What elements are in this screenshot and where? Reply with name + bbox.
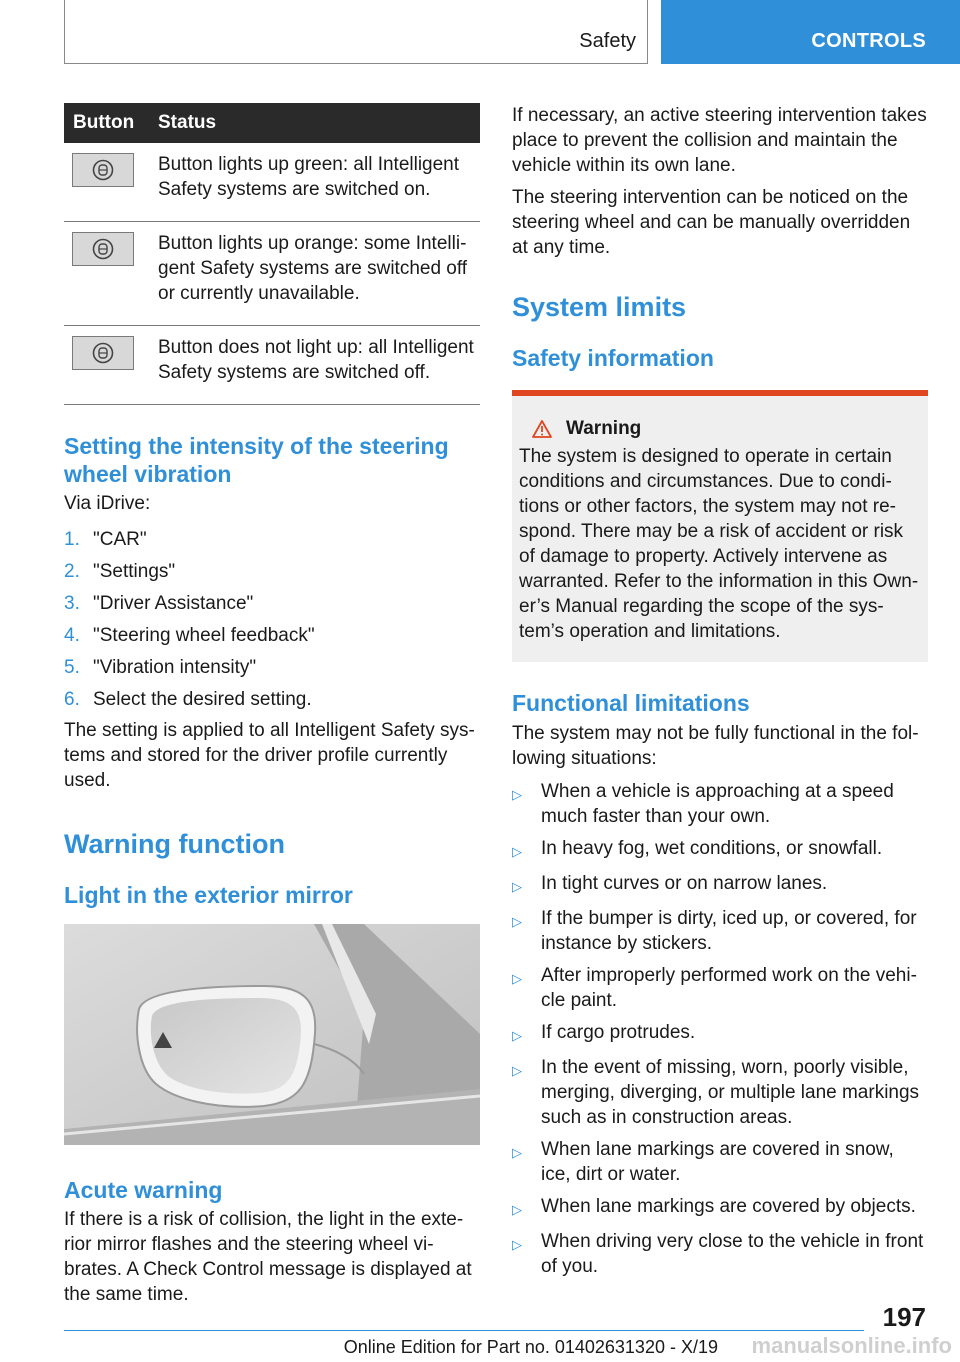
triangle-bullet-icon: ▷ <box>512 879 522 894</box>
list-item <box>64 559 480 584</box>
table-row <box>64 143 480 222</box>
triangle-bullet-icon: ▷ <box>512 1145 522 1160</box>
warning-triangle-icon <box>532 420 552 438</box>
footer-divider <box>64 1330 864 1331</box>
exterior-mirror-illustration <box>64 924 480 1145</box>
right-column <box>512 103 928 1286</box>
footer-edition: Online Edition for Part no. 01402631320 - X/19 <box>343 1337 718 1357</box>
header-chapter-tab <box>661 0 960 64</box>
triangle-bullet-icon: ▷ <box>512 787 522 802</box>
step-number: 2. <box>64 561 80 582</box>
step-number: 6. <box>64 689 80 710</box>
warning-text: The system is designed to operate in certain conditions and circumstances. Due to condi-tions or other factors, the system may not re-spond. There may be a risk of accident or risk of damage to property. Actively intervene as warranted. Refer to the information in this Own-er’s Manual regarding the scope of the sys-tem’s operation and limitations. <box>519 446 919 642</box>
step-number: 3. <box>64 593 80 614</box>
limitation-text: In the event of missing, worn, poorly visible, merging, diverging, or multiple lane markings such as in construction areas. <box>541 1057 920 1128</box>
list-item <box>512 871 928 899</box>
warning-box <box>512 390 928 662</box>
triangle-bullet-icon: ▷ <box>512 1028 522 1043</box>
limitation-text: When a vehicle is approaching at a speed much faster than your own. <box>541 781 894 827</box>
list-item <box>64 687 480 712</box>
acute-warning-text: If there is a risk of collision, the light in the exte-rior mirror flashes and the steering wheel vi-brates. A Check Control message is displayed at the same time. <box>64 1209 472 1305</box>
step-text: "Steering wheel feedback" <box>93 625 315 646</box>
intelligent-safety-icon <box>92 159 114 181</box>
table-header-row <box>64 103 480 143</box>
button-status-table <box>64 103 480 405</box>
table-cell-status: Button lights up orange: some Intelli-gent Safety systems are switched off or currently unavailable. <box>150 222 480 326</box>
intensity-heading: Setting the intensity of the steering wheel vibration <box>64 433 449 487</box>
via-idrive-text: Via iDrive: <box>64 493 151 514</box>
step-text: "Settings" <box>93 561 176 582</box>
limitation-text: If cargo protrudes. <box>541 1022 696 1043</box>
list-item <box>512 906 928 956</box>
triangle-bullet-icon: ▷ <box>512 914 522 929</box>
steering-override-text: The steering intervention can be noticed on the steering wheel and can be manually overridden at any time. <box>512 187 911 258</box>
list-item <box>512 1229 928 1279</box>
list-item <box>512 963 928 1013</box>
table-row <box>64 222 480 326</box>
safety-button-image <box>72 153 134 187</box>
system-limits-heading: System limits <box>512 292 687 322</box>
table-cell-status: Button lights up green: all Intelligent Safety systems are switched on. <box>150 143 480 222</box>
limitation-text: When driving very close to the vehicle in front of you. <box>541 1231 924 1277</box>
list-item <box>64 623 480 648</box>
header-chapter-label: CONTROLS <box>811 30 926 52</box>
list-item <box>512 1194 928 1222</box>
list-item <box>512 1137 928 1187</box>
step-text: "Driver Assistance" <box>93 593 254 614</box>
left-column <box>64 103 480 1307</box>
step-text: "CAR" <box>93 529 147 550</box>
limitation-text: After improperly performed work on the vehi-cle paint. <box>541 965 917 1011</box>
warning-title <box>519 418 921 440</box>
triangle-bullet-icon: ▷ <box>512 844 522 859</box>
triangle-bullet-icon: ▷ <box>512 971 522 986</box>
list-item <box>512 1020 928 1048</box>
list-item <box>512 836 928 864</box>
limitation-text: In tight curves or on narrow lanes. <box>541 873 828 894</box>
steering-intervention-text: If necessary, an active steering intervention takes place to prevent the collision and maintain the vehicle within its own lane. <box>512 105 927 176</box>
intensity-steps-list <box>64 527 480 712</box>
limitation-text: When lane markings are covered in snow, ice, dirt or water. <box>541 1139 894 1185</box>
functional-limitations-heading: Functional limitations <box>512 690 750 716</box>
limitations-list <box>512 779 928 1279</box>
triangle-bullet-icon: ▷ <box>512 1237 522 1252</box>
footer-watermark: manualsonline.info <box>751 1333 952 1358</box>
table-cell-status: Button does not light up: all Intelligent Safety systems are switched off. <box>150 326 480 405</box>
header-section-title: Safety <box>579 30 636 52</box>
acute-warning-heading: Acute warning <box>64 1177 223 1203</box>
safety-information-heading: Safety information <box>512 345 714 371</box>
list-item <box>64 591 480 616</box>
intensity-note: The setting is applied to all Intelligent Safety sys-tems and stored for the driver profile currently used. <box>64 720 475 791</box>
light-exterior-mirror-heading: Light in the exterior mirror <box>64 882 353 908</box>
triangle-bullet-icon: ▷ <box>512 1063 522 1078</box>
list-item <box>512 1055 928 1130</box>
safety-button-image <box>72 232 134 266</box>
header-frame <box>64 0 648 64</box>
safety-button-image <box>72 336 134 370</box>
warning-function-heading: Warning function <box>64 829 285 859</box>
intelligent-safety-icon <box>92 238 114 260</box>
limitation-text: In heavy fog, wet conditions, or snowfall. <box>541 838 883 859</box>
step-text: Select the desired setting. <box>93 689 312 710</box>
table-header-button: Button <box>64 103 150 143</box>
step-number: 1. <box>64 529 80 550</box>
list-item <box>64 527 480 552</box>
table-row <box>64 326 480 405</box>
triangle-bullet-icon: ▷ <box>512 1202 522 1217</box>
list-item <box>512 779 928 829</box>
warning-label: Warning <box>566 418 642 439</box>
step-number: 4. <box>64 625 80 646</box>
functional-limitations-intro: The system may not be fully functional in the fol-lowing situations: <box>512 723 919 769</box>
table-header-status: Status <box>150 103 480 143</box>
intelligent-safety-icon <box>92 342 114 364</box>
step-number: 5. <box>64 657 80 678</box>
step-text: "Vibration intensity" <box>93 657 257 678</box>
list-item <box>64 655 480 680</box>
limitation-text: If the bumper is dirty, iced up, or covered, for instance by stickers. <box>541 908 917 954</box>
page-number: 197 <box>882 1302 926 1332</box>
limitation-text: When lane markings are covered by objects. <box>541 1196 916 1217</box>
